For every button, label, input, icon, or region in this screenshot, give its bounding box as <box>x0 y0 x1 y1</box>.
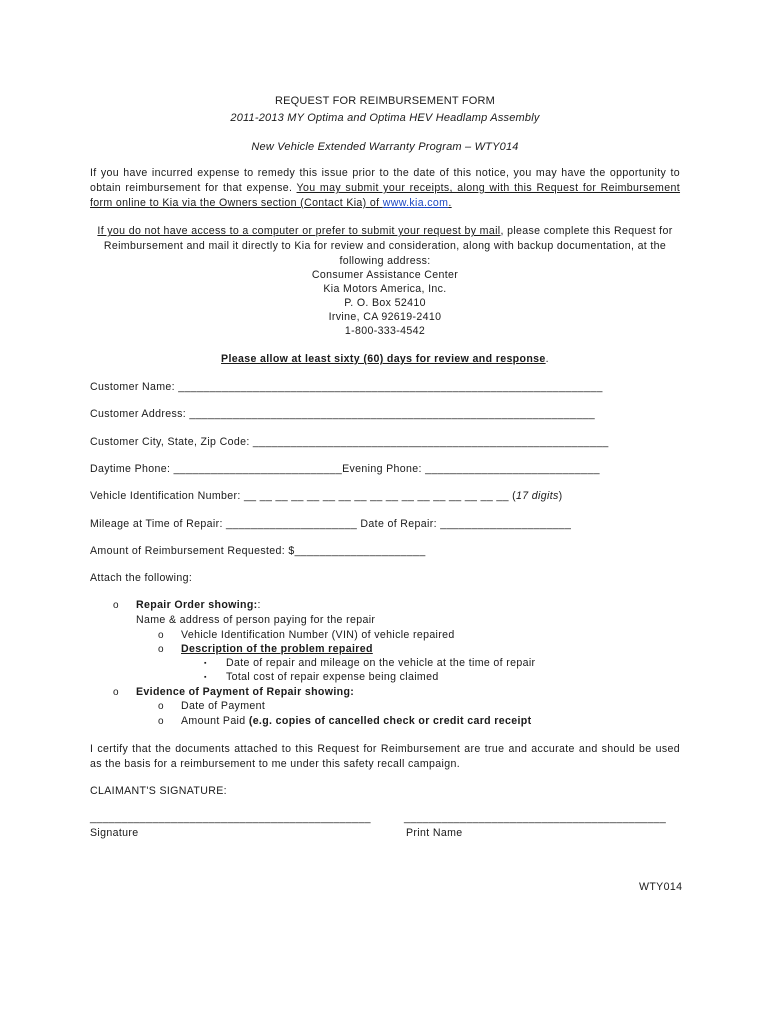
intro-period: . <box>448 197 452 209</box>
customer-name-field[interactable]: Customer Name: ____________________________________________________________________ <box>90 381 603 393</box>
vin-digit-hint: 17 digits <box>516 490 559 502</box>
claimant-signature-heading: CLAIMANT'S SIGNATURE: <box>90 785 227 797</box>
certification-statement: I certify that the documents attached to this Request for Reimbursement are true and accurate and should be used as the basis for a reimbursement to me under this safety recall campaign. <box>90 743 680 770</box>
signature-label: Signature <box>90 827 139 839</box>
print-name-line[interactable]: __________________________________________ <box>404 812 667 824</box>
mailing-address <box>0 268 770 338</box>
date-mileage-requirement: Date of repair and mileage on the vehicle at the time of repair <box>226 657 536 669</box>
mileage-date-fields[interactable]: Mileage at Time of Repair: _____________________ Date of Repair: _____________________ <box>90 518 572 530</box>
signature-line[interactable]: _____________________________________________ <box>90 812 371 824</box>
address-line-2: Kia Motors America, Inc. <box>323 283 447 295</box>
phone-fields[interactable]: Daytime Phone: ___________________________Evening Phone: ____________________________ <box>90 463 600 475</box>
repair-order-heading <box>136 599 261 611</box>
circle-bullet-icon: o <box>158 644 164 655</box>
square-bullet-icon: ▪ <box>204 674 207 681</box>
address-line-3: P. O. Box 52410 <box>344 297 426 309</box>
print-name-label: Print Name <box>406 827 463 839</box>
repair-order-colon: : <box>257 599 261 611</box>
repair-order-subtext: Name & address of person paying for the repair <box>136 614 376 626</box>
circle-bullet-icon: o <box>113 600 119 611</box>
mail-text: , please complete this Request for Reimbursement and mail it directly to Kia for review and consideration, along with backup documentation, at the following address: <box>103 225 673 267</box>
problem-description-requirement: Description of the problem repaired <box>181 643 373 655</box>
circle-bullet-icon: o <box>158 701 164 712</box>
customer-address-field[interactable]: Customer Address: _________________________________________________________________ <box>90 408 596 420</box>
review-notice <box>0 353 770 365</box>
vin-field[interactable] <box>90 490 563 502</box>
vin-requirement: Vehicle Identification Number (VIN) of vehicle repaired <box>181 629 455 641</box>
customer-city-state-zip-field[interactable]: Customer City, State, Zip Code: _________________________________________________________ <box>90 436 609 448</box>
form-subtitle: 2011-2013 MY Optima and Optima HEV Headlamp Assembly <box>230 112 540 124</box>
amount-paid-example: (e.g. copies of cancelled check or credit card receipt <box>248 715 532 727</box>
circle-bullet-icon: o <box>158 716 164 727</box>
vin-close: ) <box>558 490 563 502</box>
circle-bullet-icon: o <box>158 630 164 641</box>
intro-online-text: You may submit your receipts, along with this Request for Reimbursement form online to Kia via the Owners section (Contact Kia) of <box>90 182 681 209</box>
address-line-1: Consumer Assistance Center <box>311 269 459 281</box>
total-cost-requirement: Total cost of repair expense being claimed <box>226 671 439 683</box>
intro-text: If you have incurred expense to remedy this issue prior to the date of this notice, you may have the opportunity to obtain reimbursement for that expense. <box>90 167 680 194</box>
amount-requested-field[interactable]: Amount of Reimbursement Requested: $_____________________ <box>90 545 426 557</box>
program-name: New Vehicle Extended Warranty Program – WTY014 <box>251 141 519 153</box>
mail-underlined-text: If you do not have access to a computer or prefer to submit your request by mail <box>97 225 501 237</box>
address-line-4: Irvine, CA 92619-2410 <box>328 311 442 323</box>
payment-date-requirement: Date of Payment <box>181 700 266 712</box>
square-bullet-icon: ▪ <box>204 660 207 667</box>
form-title: REQUEST FOR REIMBURSEMENT FORM <box>274 95 496 107</box>
repair-order-title: Repair Order showing: <box>136 599 258 611</box>
review-notice-period: . <box>545 353 549 365</box>
address-line-5: 1-800-333-4542 <box>344 325 426 337</box>
circle-bullet-icon: o <box>113 687 119 698</box>
mail-paragraph <box>90 224 680 269</box>
vin-label: Vehicle Identification Number: __ __ __ __ __ __ __ __ __ __ __ __ __ __ __ __ __ ( <box>90 490 517 502</box>
kia-website-link[interactable]: www.kia.com <box>382 197 449 209</box>
form-code-footer: WTY014 <box>639 881 683 893</box>
intro-paragraph <box>90 166 680 211</box>
payment-evidence-heading: Evidence of Payment of Repair showing: <box>136 686 355 698</box>
amount-paid-requirement <box>181 715 531 727</box>
amount-paid-label: Amount Paid <box>181 715 249 727</box>
review-notice-text: Please allow at least sixty (60) days for review and response <box>221 353 546 365</box>
attach-heading: Attach the following: <box>90 572 193 584</box>
